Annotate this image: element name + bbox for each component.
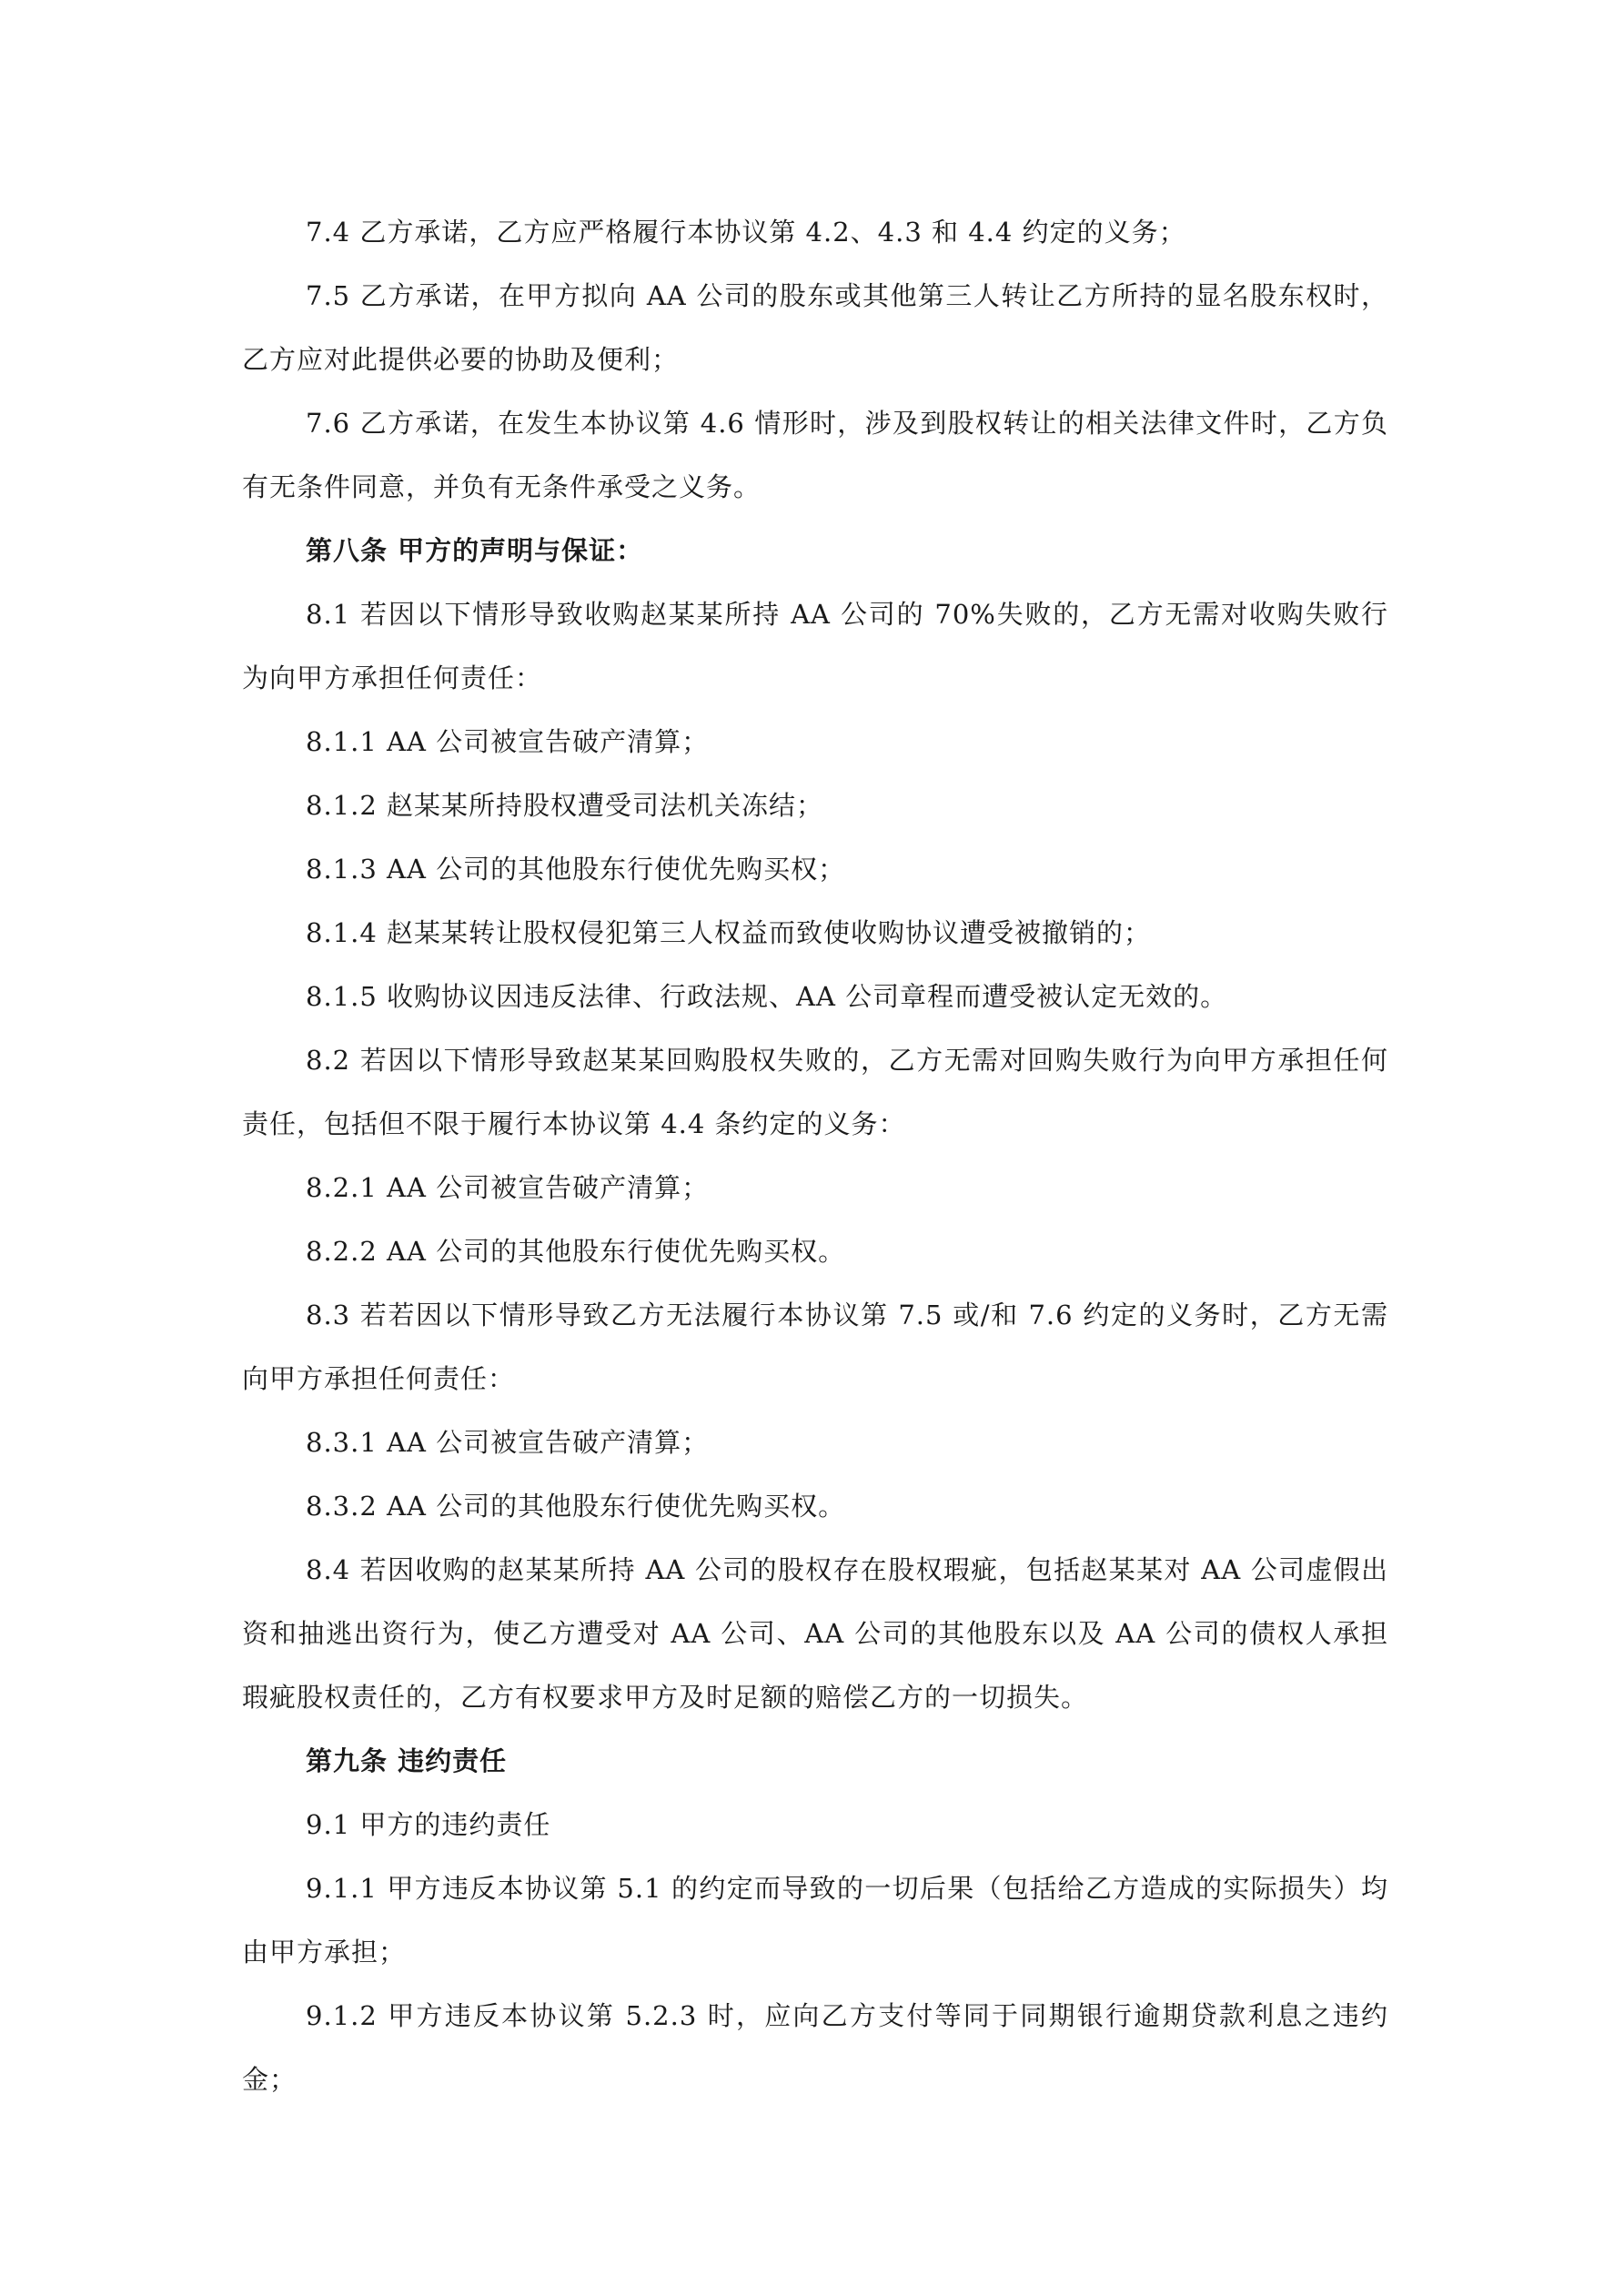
clause-8-1-5: 8.1.5 收购协议因违反法律、行政法规、AA 公司章程而遭受被认定无效的。 (306, 981, 1228, 1012)
clause-9-1-1: 9.1.1 甲方违反本协议第 5.1 的约定而导致的一切后果（包括给乙方造成的实际损失）均由甲方承担； (242, 1873, 1388, 1967)
clause-8-1-2: 8.1.2 赵某某所持股权遭受司法机关冻结； (306, 790, 824, 821)
clause-8-2-2: 8.2.2 AA 公司的其他股东行使优先购买权。 (306, 1236, 846, 1267)
clause-7-4: 7.4 乙方承诺，乙方应严格履行本协议第 4.2、4.3 和 4.4 约定的义务； (306, 217, 1186, 248)
clause-8-1-1: 8.1.1 AA 公司被宣告破产清算； (306, 726, 710, 757)
clause-9-1-2: 9.1.2 甲方违反本协议第 5.2.3 时，应向乙方支付等同于同期银行逾期贷款利息之违约金； (242, 2000, 1388, 2095)
clause-8-3-2: 8.3.2 AA 公司的其他股东行使优先购买权。 (306, 1491, 846, 1522)
clause-8-3: 8.3 若若因以下情形导致乙方无法履行本协议第 7.5 或/和 7.6 约定的义务时，乙方无需向甲方承担任何责任： (242, 1300, 1388, 1394)
clause-8-2: 8.2 若因以下情形导致赵某某回购股权失败的，乙方无需对回购失败行为向甲方承担任何责任，包括但不限于履行本协议第 4.4 条约定的义务： (242, 1045, 1388, 1139)
clause-8-3-1: 8.3.1 AA 公司被宣告破产清算； (306, 1427, 710, 1458)
clause-8-1-4: 8.1.4 赵某某转让股权侵犯第三人权益而致使收购协议遭受被撤销的； (306, 917, 1152, 948)
clause-8-4: 8.4 若因收购的赵某某所持 AA 公司的股权存在股权瑕疵，包括赵某某对 AA 公司虚假出资和抽逃出资行为，使乙方遭受对 AA 公司、AA 公司的其他股东以及 AA 公司的债权人承担瑕疵股权责任的，乙方有权要求甲方及时足额的赔偿乙方的一切损失。 (242, 1554, 1388, 1713)
clause-8-1: 8.1 若因以下情形导致收购赵某某所持 AA 公司的 70%失败的，乙方无需对收购失败行为向甲方承担任何责任： (242, 599, 1388, 693)
clause-8-2-1: 8.2.1 AA 公司被宣告破产清算； (306, 1172, 710, 1203)
article-9-heading: 第九条 违约责任 (306, 1745, 508, 1776)
article-8-heading: 第八条 甲方的声明与保证： (306, 535, 644, 566)
clause-9-1: 9.1 甲方的违约责任 (306, 1809, 551, 1840)
clause-7-6: 7.6 乙方承诺，在发生本协议第 4.6 情形时，涉及到股权转让的相关法律文件时，乙方负有无条件同意，并负有无条件承受之义务。 (242, 408, 1388, 502)
clause-8-1-3: 8.1.3 AA 公司的其他股东行使优先购买权； (306, 854, 846, 885)
document-body (242, 200, 1388, 2111)
clause-7-5: 7.5 乙方承诺，在甲方拟向 AA 公司的股东或其他第三人转让乙方所持的显名股东权时，乙方应对此提供必要的协助及便利； (242, 280, 1388, 375)
